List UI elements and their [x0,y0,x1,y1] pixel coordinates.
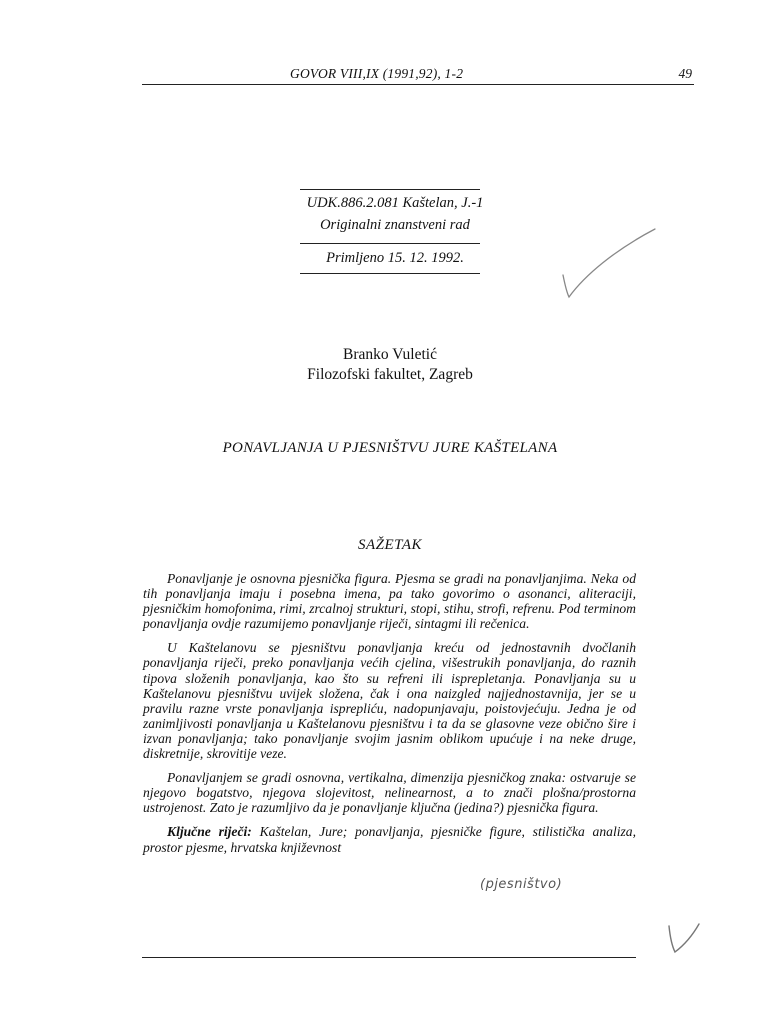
received-date: Primljeno 15. 12. 1992. [326,250,464,266]
udk-code: UDK.886.2.081 Kaštelan, J.-1 [306,195,484,211]
page-number: 49 [678,66,692,81]
classification-rule-middle [300,243,480,244]
author-name: Branko Vuletić [343,346,437,363]
checkmark-icon [665,920,705,960]
article-title: PONAVLJANJA U PJESNIŠTVU JURE KAŠTELANA [222,440,558,456]
abstract-paragraph: U Kaštelanovu se pjesništvu ponavljanja kreću od jednostavnih dvočlanih ponavljanja riječi, preko ponavljanja većih cjelina, višestrukih ponavljanja, do raznih tipova složenih ponavljanja, kao što su refreni ili isprepletanja. Ponavljanja su u Kaštelanovu pjesništvu uvijek složena, čak i ona naizgled najjednostavnija, jer se u pravilu razne vrste ponavljanja isprepliću, nadopunjavaju, poistovjećuju. Jedna je od zanimljivosti ponavljanja u Kaštelanovu pjesništvu i ta da se glasovne veze obično šire i izvan ponavljanja; tako ponavljanje svojim jasnim oblikom upućuje i na neke druge, diskretnije, skrovitije veze. [143,640,636,762]
abstract-paragraph: Ponavljanje je osnovna pjesnička figura. Pjesma se gradi na ponavljanjima. Neka od tih ponavljanja imaju i posebna imena, pa tako govorimo o asonanci, aliteraciji, pjesničkim homofonima, rimi, zrcalnoj strukturi, stopi, stihu, strofi, refrenu. Pod terminom ponavljanja ovdje razumijemo ponavljanje riječi, sintagmi ili rečenica. [143,571,636,632]
abstract-heading: SAŽETAK [357,537,423,553]
keywords-label: Ključne riječi: [167,824,252,840]
bottom-rule [142,957,636,958]
classification-rule-bottom [300,273,480,274]
author-affiliation: Filozofski fakultet, Zagreb [307,366,473,383]
keywords-line [143,824,636,854]
running-header [142,66,694,85]
keywords-text: Kaštelan, Jure; ponavljanja, pjesničke figure, stilistička analiza, prostor pjesme, hrvatska književnost [143,824,636,855]
handwritten-note: (pjesništvo) [480,877,563,892]
checkmark-icon [555,225,665,305]
journal-citation: GOVOR VIII,IX (1991,92), 1-2 [290,66,464,81]
abstract-body [143,571,636,864]
abstract-paragraph: Ponavljanjem se gradi osnovna, vertikalna, dimenzija pjesničkog znaka: ostvaruje se njegovo bogatstvo, njegova slojevitost, nelinearnost, a to znači plošna/prostorna ustrojenost. Zato je razumljivo da je ponavljanje ključna (jedina?) pjesnička figura. [143,770,636,816]
article-type: Originalni znanstveni rad [320,217,470,233]
classification-rule-top [300,189,480,190]
